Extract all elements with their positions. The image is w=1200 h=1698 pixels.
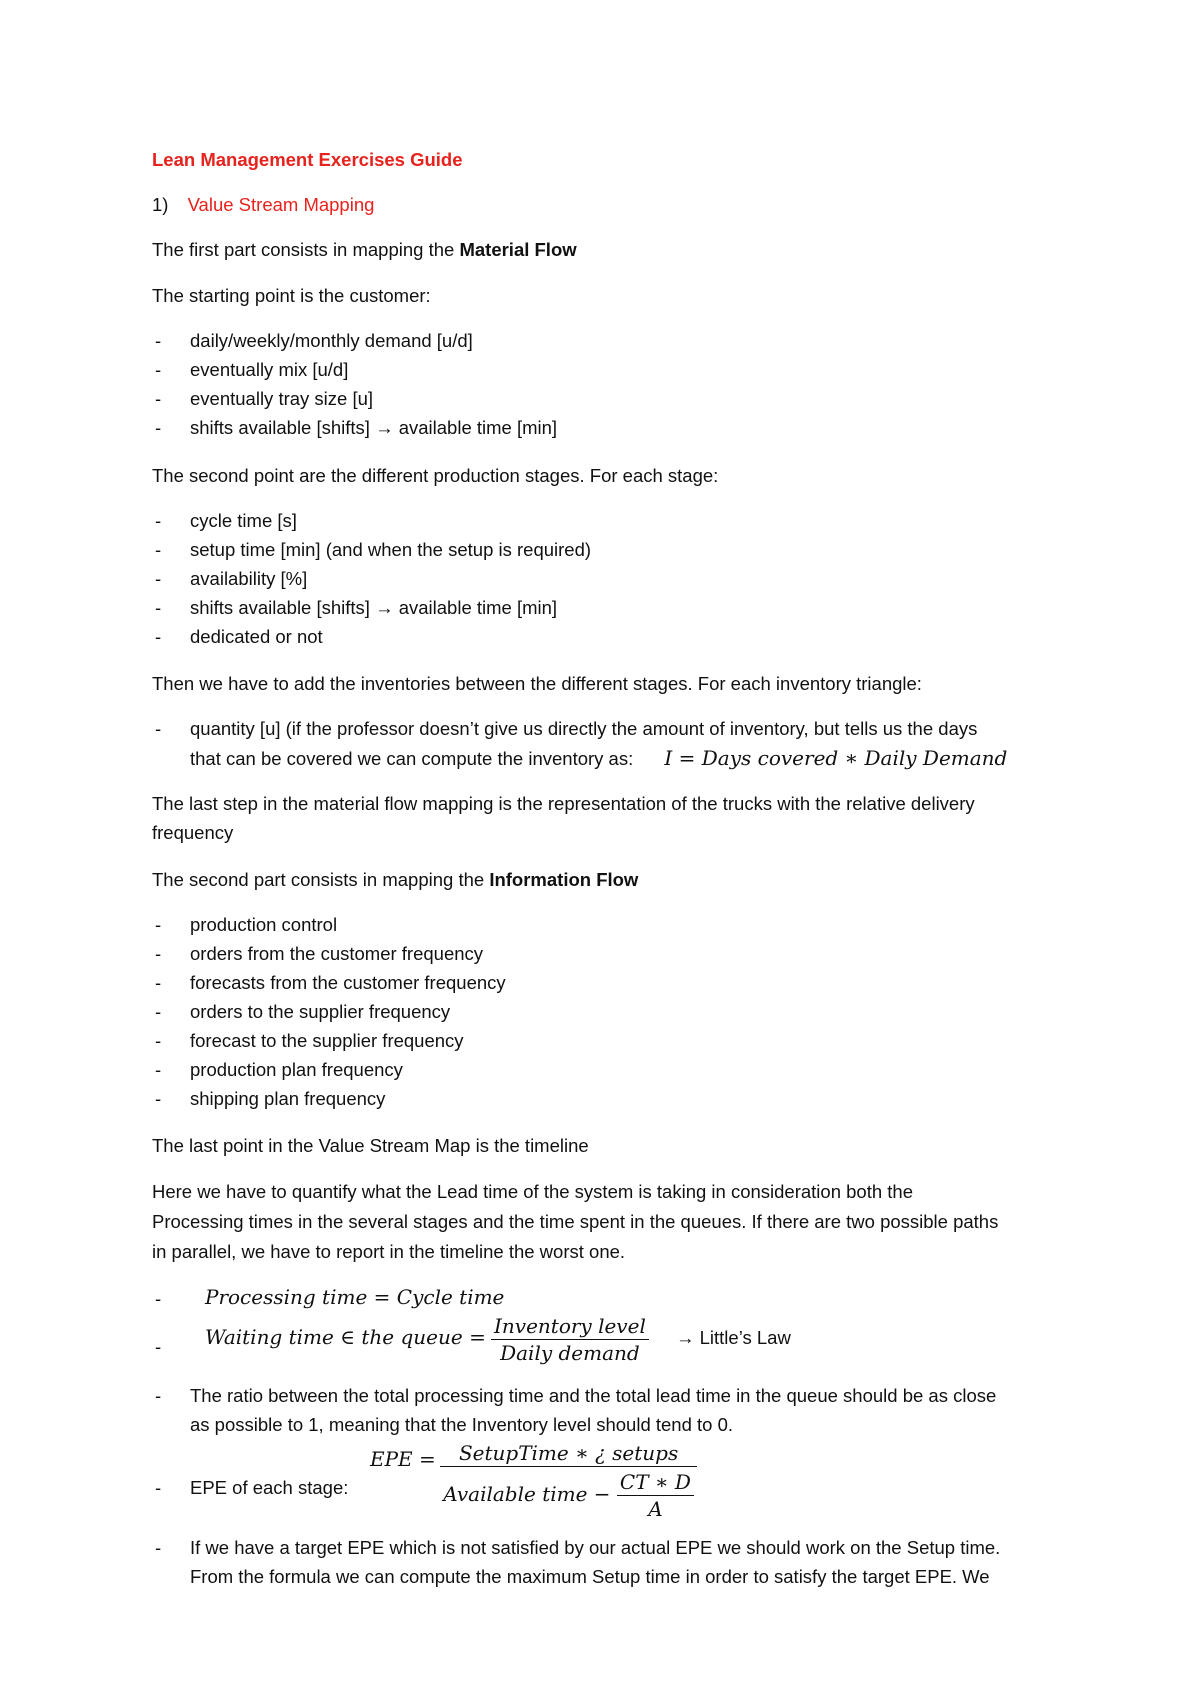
target-epe-line2: From the formula we can compute the maximum Setup time in order to satisfy the target EPE. We <box>190 1566 990 1587</box>
inventory-item-line1: quantity [u] (if the professor doesn’t give us directly the amount of inventory, but tells us the days <box>190 718 978 739</box>
list-item: eventually tray size [u] <box>190 388 374 409</box>
target-epe-line1: If we have a target EPE which is not satisfied by our actual EPE we should work on the Setup time. <box>190 1537 1001 1558</box>
list-item: daily/weekly/monthly demand [u/d] <box>190 330 473 351</box>
list-item: availability [%] <box>190 568 308 589</box>
lead-time-paragraph-line1: Here we have to quantify what the Lead time of the system is taking in consideration both the <box>152 1181 913 1202</box>
information-flow-intro: The second part consists in mapping the Information Flow <box>152 869 639 890</box>
bullet-dash: - <box>155 718 162 739</box>
bullet-dash: - <box>155 417 162 438</box>
list-item: production control <box>190 914 338 935</box>
bullet-dash: - <box>155 1336 162 1357</box>
bullet-dash: - <box>155 1088 162 1109</box>
littles-law-note: → Little’s Law <box>675 1327 791 1348</box>
inventory-item-line2: that can be covered we can compute the inventory as: I = Days covered ∗ Daily Demand <box>190 746 1008 770</box>
inventories-paragraph: Then we have to add the inventories between the different stages. For each inventory triangle: <box>152 673 922 694</box>
inventory-formula: I = Days covered ∗ Daily Demand <box>664 746 1008 770</box>
bullet-dash: - <box>155 972 162 993</box>
epe-inner-fraction: $\frac{CT ∗ D}{A}$ <box>617 1469 694 1522</box>
ratio-item-line1: The ratio between the total processing time and the total lead time in the queue should be as close <box>190 1385 997 1406</box>
section-heading <box>152 193 374 217</box>
list-item: shifts available [shifts] → available time [min] <box>190 417 558 438</box>
bullet-dash: - <box>155 1030 162 1051</box>
list-item: eventually mix [u/d] <box>190 359 349 380</box>
list-item: shifts available [shifts] → available time [min] <box>190 597 558 618</box>
list-item: forecasts from the customer frequency <box>190 972 506 993</box>
bullet-dash: - <box>155 1288 162 1309</box>
bullet-dash: - <box>155 388 162 409</box>
bullet-dash: - <box>155 914 162 935</box>
epe-fraction: SetupTime ∗ ¿ setups Available time − $\frac{CT ∗ D}{A}$ <box>440 1440 697 1522</box>
bullet-dash: - <box>155 359 162 380</box>
bullet-dash: - <box>155 1059 162 1080</box>
bullet-dash: - <box>155 1001 162 1022</box>
material-flow-intro: The first part consists in mapping the Material Flow <box>152 239 577 260</box>
list-item: production plan frequency <box>190 1059 403 1080</box>
waiting-fraction: $\frac{\text{Inventory level}}{\text{Daily demand}}$ <box>491 1313 649 1366</box>
bullet-dash: - <box>155 943 162 964</box>
list-item: setup time [min] (and when the setup is required) <box>190 539 592 560</box>
timeline-paragraph: The last point in the Value Stream Map is the timeline <box>152 1135 589 1156</box>
list-item: forecast to the supplier frequency <box>190 1030 464 1051</box>
processing-time-formula: Processing time = Cycle time <box>205 1285 505 1309</box>
bullet-dash: - <box>155 568 162 589</box>
trucks-paragraph-line1: The last step in the material flow mapping is the representation of the trucks with the relative delivery <box>152 793 975 814</box>
epe-label: EPE of each stage: <box>190 1477 349 1498</box>
bullet-dash: - <box>155 1477 162 1498</box>
second-point-paragraph: The second point are the different production stages. For each stage: <box>152 465 719 486</box>
bullet-dash: - <box>155 597 162 618</box>
bullet-dash: - <box>155 1537 162 1558</box>
document-title: Lean Management Exercises Guide <box>152 149 463 170</box>
epe-formula: EPE = SetupTime ∗ ¿ setups Available time − $\frac{CT ∗ D}{A}$ <box>370 1440 697 1522</box>
starting-point-paragraph: The starting point is the customer: <box>152 285 431 306</box>
bullet-dash: - <box>155 510 162 531</box>
waiting-time-formula: Waiting time ∈ the queue = $\frac{\text{Inventory level}}{\text{Daily demand}}$ → Little’s Law <box>205 1313 791 1365</box>
section-title: Value Stream Mapping <box>187 194 375 215</box>
list-item: orders to the supplier frequency <box>190 1001 451 1022</box>
lead-time-paragraph-line3: in parallel, we have to report in the timeline the worst one. <box>152 1241 626 1262</box>
bullet-dash: - <box>155 330 162 351</box>
section-number: 1) <box>152 194 169 215</box>
lead-time-paragraph-line2: Processing times in the several stages and the time spent in the queues. If there are two possible paths <box>152 1211 999 1232</box>
list-item: cycle time [s] <box>190 510 297 531</box>
bullet-dash: - <box>155 1385 162 1406</box>
trucks-paragraph-line2: frequency <box>152 822 234 843</box>
list-item: dedicated or not <box>190 626 323 647</box>
bullet-dash: - <box>155 539 162 560</box>
list-item: orders from the customer frequency <box>190 943 484 964</box>
list-item: shipping plan frequency <box>190 1088 386 1109</box>
bullet-dash: - <box>155 626 162 647</box>
ratio-item-line2: as possible to 1, meaning that the Inventory level should tend to 0. <box>190 1414 734 1435</box>
